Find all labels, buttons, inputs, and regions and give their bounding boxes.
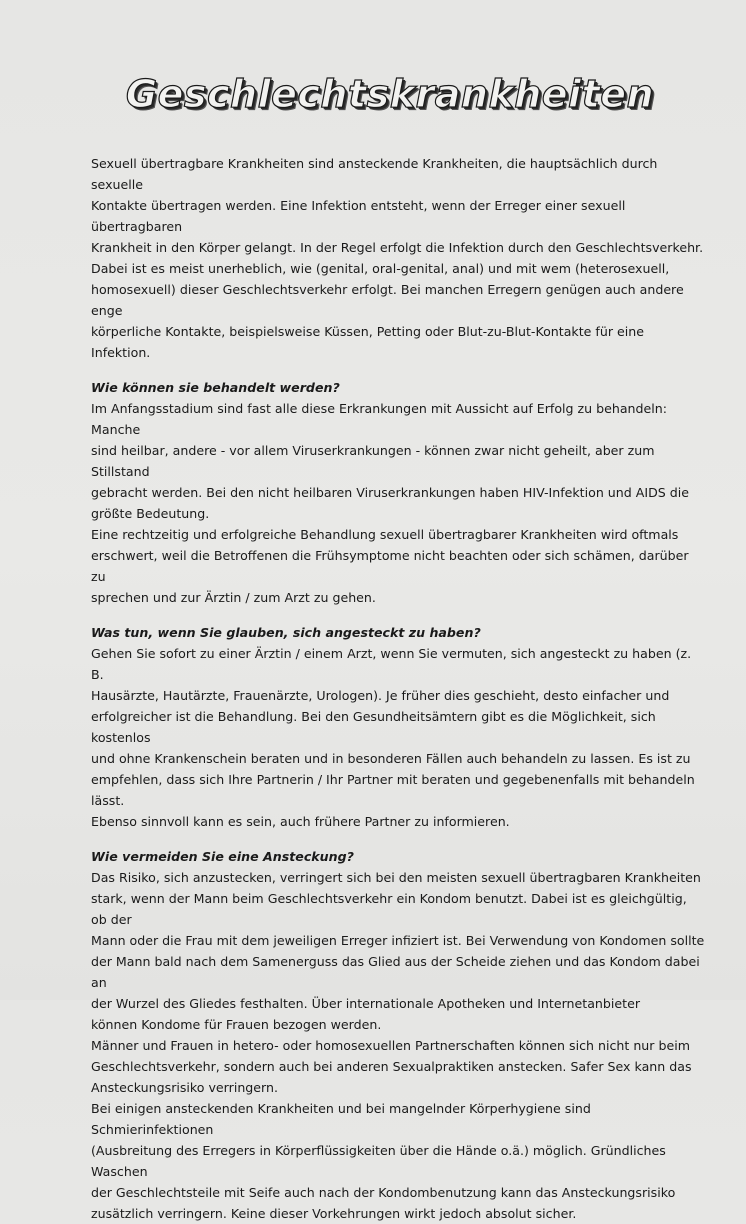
text-line: Hausärzte, Hautärzte, Frauenärzte, Urologen). Je früher dies geschieht, desto einfacher und xyxy=(91,688,670,703)
text-line: der Geschlechtsteile mit Seife auch nach der Kondombenutzung kann das Ansteckungsrisiko xyxy=(91,1185,676,1200)
text-line: größte Bedeutung. xyxy=(91,506,210,521)
text-line: körperliche Kontakte, beispielsweise Küssen, Petting oder Blut-zu-Blut-Kontakte für eine Infektion. xyxy=(91,324,644,360)
text-line: zusätzlich verringern. Keine dieser Vorkehrungen wirkt jedoch absolut sicher. xyxy=(91,1206,577,1221)
text-line: Gehen Sie sofort zu einer Ärztin / einem Arzt, wenn Sie vermuten, sich angesteckt zu haben (z. B. xyxy=(91,646,692,682)
document-body xyxy=(91,153,706,1224)
text-line: Männer und Frauen in hetero- oder homosexuellen Partnerschaften können sich nicht nur beim xyxy=(91,1038,690,1053)
text-line: Sexuell übertragbare Krankheiten sind ansteckende Krankheiten, die hauptsächlich durch sexuelle xyxy=(91,156,658,192)
text-line: Eine rechtzeitig und erfolgreiche Behandlung sexuell übertragbarer Krankheiten wird oftmals xyxy=(91,527,679,542)
text-line: stark, wenn der Mann beim Geschlechtsverkehr ein Kondom benutzt. Dabei ist es gleichgültig, ob der xyxy=(91,891,687,927)
text-line: Ebenso sinnvoll kann es sein, auch frühere Partner zu informieren. xyxy=(91,814,510,829)
section-heading-what-to-do: Was tun, wenn Sie glauben, sich angesteckt zu haben? xyxy=(91,625,481,640)
text-line: (Ausbreitung des Erregers in Körperflüssigkeiten über die Hände o.ä.) möglich. Gründliches Waschen xyxy=(91,1143,666,1179)
text-line: Dabei ist es meist unerheblich, wie (genital, oral-genital, anal) und mit wem (heterosexuell, xyxy=(91,261,670,276)
text-line: Im Anfangsstadium sind fast alle diese Erkrankungen mit Aussicht auf Erfolg zu behandeln: Manche xyxy=(91,401,668,437)
text-line: Geschlechtsverkehr, sondern auch bei anderen Sexualpraktiken anstecken. Safer Sex kann das xyxy=(91,1059,692,1074)
what-to-do-paragraph xyxy=(91,643,706,832)
document-title: Geschlechtskrankheiten xyxy=(125,72,655,116)
text-line: erschwert, weil die Betroffenen die Frühsymptome nicht beachten oder sich schämen, darüber zu xyxy=(91,548,689,584)
prevention-paragraph xyxy=(91,867,706,1224)
text-line: Mann oder die Frau mit dem jeweiligen Erreger infiziert ist. Bei Verwendung von Kondomen sollte xyxy=(91,933,705,948)
text-line: Krankheit in den Körper gelangt. In der Regel erfolgt die Infektion durch den Geschlechtsverkehr. xyxy=(91,240,704,255)
intro-paragraph xyxy=(91,153,706,363)
text-line: der Mann bald nach dem Samenerguss das Glied aus der Scheide ziehen und das Kondom dabei an xyxy=(91,954,700,990)
text-line: sind heilbar, andere - vor allem Viruserkrankungen - können zwar nicht geheilt, aber zum Stillstand xyxy=(91,443,655,479)
text-line: Das Risiko, sich anzustecken, verringert sich bei den meisten sexuell übertragbaren Krankheiten xyxy=(91,870,701,885)
text-line: Bei einigen ansteckenden Krankheiten und bei mangelnder Körperhygiene sind Schmierinfektionen xyxy=(91,1101,591,1137)
text-line: können Kondome für Frauen bezogen werden. xyxy=(91,1017,382,1032)
text-line: Ansteckungsrisiko verringern. xyxy=(91,1080,278,1095)
section-heading-treatment: Wie können sie behandelt werden? xyxy=(91,380,340,395)
text-line: empfehlen, dass sich Ihre Partnerin / Ihr Partner mit beraten und gegebenenfalls mit behandeln lässt. xyxy=(91,772,695,808)
treatment-paragraph xyxy=(91,398,706,608)
text-line: sprechen und zur Ärztin / zum Arzt zu gehen. xyxy=(91,590,376,605)
text-line: erfolgreicher ist die Behandlung. Bei den Gesundheitsämtern gibt es die Möglichkeit, sich kostenlos xyxy=(91,709,656,745)
text-line: Kontakte übertragen werden. Eine Infektion entsteht, wenn der Erreger einer sexuell übertragbaren xyxy=(91,198,626,234)
text-line: und ohne Krankenschein beraten und in besonderen Fällen auch behandeln zu lassen. Es ist zu xyxy=(91,751,691,766)
section-heading-prevention: Wie vermeiden Sie eine Ansteckung? xyxy=(91,849,354,864)
text-line: der Wurzel des Gliedes festhalten. Über internationale Apotheken und Internetanbieter xyxy=(91,996,641,1011)
text-line: homosexuell) dieser Geschlechtsverkehr erfolgt. Bei manchen Erregern genügen auch andere enge xyxy=(91,282,684,318)
text-line: gebracht werden. Bei den nicht heilbaren Viruserkrankungen haben HIV-Infektion und AIDS die xyxy=(91,485,690,500)
